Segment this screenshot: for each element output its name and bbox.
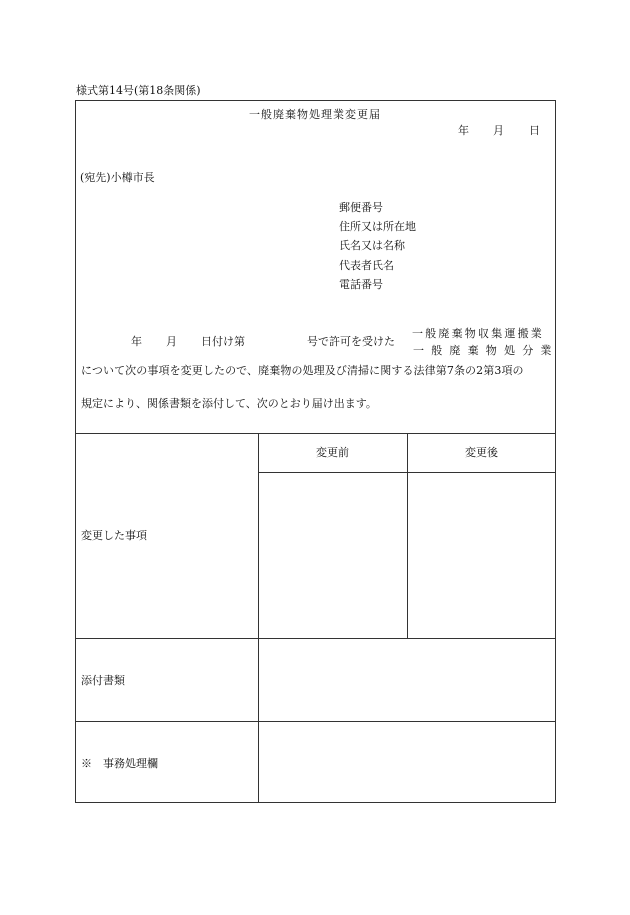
- attachments-label: 添付書類: [81, 674, 125, 687]
- permit-number-text: 号で許可を受けた: [307, 335, 395, 348]
- office-use-label: ※ 事務処理欄: [81, 757, 158, 770]
- attachments-field[interactable]: [259, 639, 555, 720]
- body-line-2: 規定により、関係書類を添付して、次のとおり届け出ます。: [81, 397, 377, 410]
- field-phone: 電話番号: [339, 278, 383, 291]
- date-month: 月: [493, 124, 504, 137]
- form-title: 一般廃棄物処理業変更届: [249, 108, 381, 121]
- permit-dated: 日付け第: [201, 335, 245, 348]
- after-value-field[interactable]: [408, 473, 555, 637]
- table-top-border: [75, 433, 556, 434]
- permit-year: 年: [131, 335, 142, 348]
- addressee: (宛先)小樽市長: [80, 171, 155, 184]
- field-address: 住所又は所在地: [339, 220, 416, 233]
- field-postal-code: 郵便番号: [339, 201, 383, 214]
- date-day: 日: [529, 124, 540, 137]
- before-header: 変更前: [316, 446, 349, 459]
- date-year: 年: [458, 124, 469, 137]
- field-name: 氏名又は名称: [339, 239, 405, 252]
- form-number-label: 様式第14号(第18条関係): [76, 84, 201, 97]
- office-use-field[interactable]: [259, 722, 555, 802]
- after-header: 変更後: [465, 446, 498, 459]
- field-representative: 代表者氏名: [339, 259, 394, 272]
- before-value-field[interactable]: [259, 473, 406, 637]
- business-type-disposal: 一般廃棄物処分業: [413, 344, 559, 357]
- business-type-collection: 一般廃棄物収集運搬業: [412, 327, 544, 340]
- body-line-1: について次の事項を変更したので、廃棄物の処理及び清掃に関する法律第7条の2第3項の: [81, 364, 524, 377]
- permit-month: 月: [166, 335, 177, 348]
- changed-items-label: 変更した事項: [81, 529, 147, 542]
